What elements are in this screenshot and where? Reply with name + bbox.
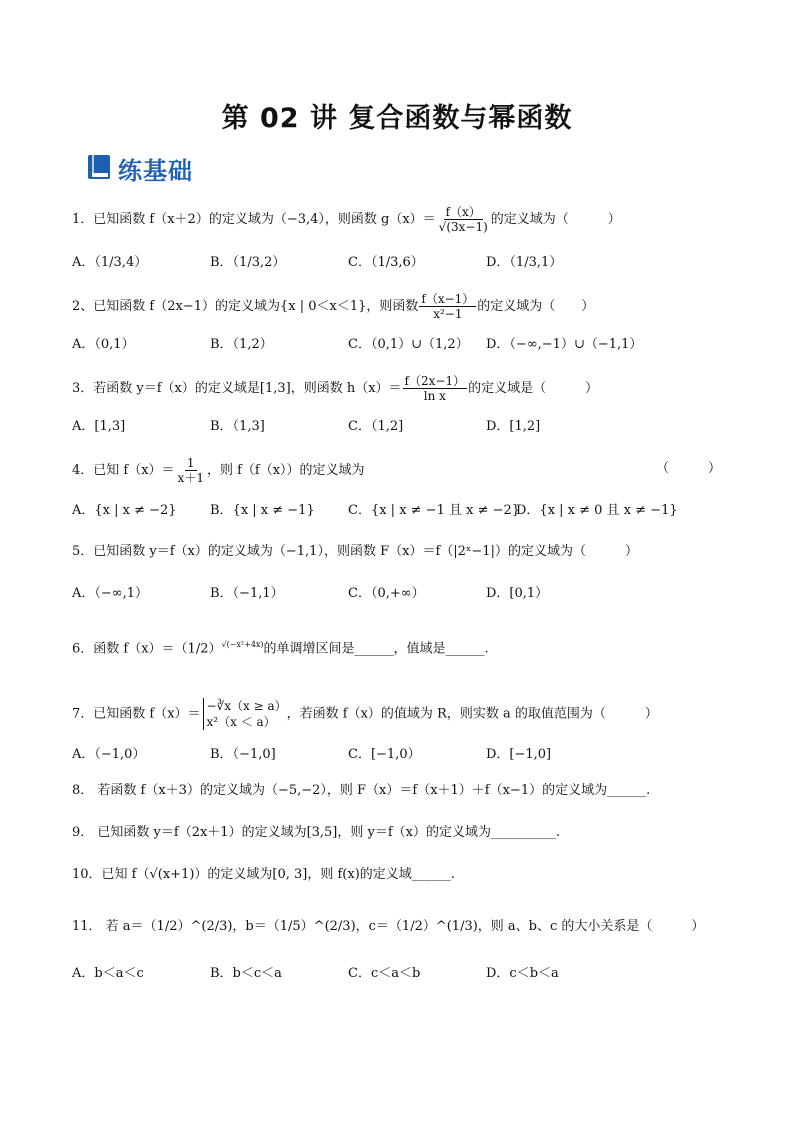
q11-option-d: D．c＜b＜a <box>486 966 559 981</box>
q4-option-a: A．{x | x ≠ −2} <box>72 503 177 518</box>
q1-option-c: C．（1/3,6） <box>348 255 424 270</box>
q4-option-d: D．{x | x ≠ 0 且 x ≠ −1} <box>516 503 678 518</box>
question-7-suffix: ，若函数 f（x）的值域为 R，则实数 a 的取值范围为（ ） <box>286 706 658 722</box>
question-3-fraction: $\frac{f(2x-1)}{\text{ln x}}$ <box>404 374 466 403</box>
question-3 <box>72 374 598 403</box>
q1-option-a: A．（1/3,4） <box>72 255 148 270</box>
question-11: 11． 若 a＝（1/2）^(2/3)，b＝（1/5）^(2/3)，c＝（1/2）^(1/3)，则 a、b、c 的大小关系是（ ） <box>72 919 705 934</box>
q11-option-a: A．b＜a＜c <box>72 966 144 981</box>
q5-option-b: B．（−1,1） <box>210 586 284 601</box>
section-title: 练基础 <box>118 156 193 185</box>
q7-option-c: C．[−1,0） <box>348 747 421 762</box>
q11-option-b: B．b＜c＜a <box>210 966 282 981</box>
question-4 <box>72 456 365 485</box>
question-4-suffix: ，则 f（f（x））的定义域为 <box>206 463 365 478</box>
question-1-stem: 1．已知函数 f（x＋2）的定义域为（−3,4），则函数 g（x）＝ <box>72 212 436 227</box>
question-7-stem: 7．已知函数 f（x）＝ <box>72 706 201 722</box>
question-9: 9． 已知函数 y＝f（2x＋1）的定义域为[3,5]，则 y＝f（x）的定义域为__________. <box>72 825 561 840</box>
question-5: 5．已知函数 y＝f（x）的定义域为（−1,1），则函数 F（x）＝f（|2ˣ−1|）的定义域为（ ） <box>72 544 638 559</box>
question-1-fraction: $\frac{f(x)}{√(3x-1)}$ <box>438 205 488 234</box>
question-3-suffix: 的定义域是（ ） <box>468 381 599 396</box>
q3-option-b: B．（1,3] <box>210 419 265 434</box>
question-2-stem: 2、已知函数 f（2x−1）的定义域为{x | 0＜x＜1}，则函数 <box>72 299 419 314</box>
question-7-piecewise: −∛x（x ≥ a） x²（x ＜ a） <box>203 698 287 730</box>
q7-option-d: D．[−1,0] <box>486 747 552 762</box>
q1-option-d: D．（1/3,1） <box>486 255 563 270</box>
q5-option-d: D．[0,1） <box>486 586 549 601</box>
question-2-fraction: $\frac{f(x-1)}{\text{x²−1}}$ <box>421 292 475 321</box>
question-6-exponent: √(−x²+4x) <box>221 640 264 649</box>
book-icon <box>88 155 112 181</box>
question-6-stem: 6．函数 f（x）＝（1/2） <box>72 641 222 657</box>
q1-option-b: B．（1/3,2） <box>210 255 286 270</box>
q4-option-c: C．{x | x ≠ −1 且 x ≠ −2} <box>348 503 521 518</box>
question-2 <box>72 292 594 321</box>
q3-option-d: D．[1,2] <box>486 419 541 434</box>
q11-option-c: C．c＜a＜b <box>348 966 421 981</box>
q5-option-a: A．（−∞,1） <box>72 586 149 601</box>
question-8: 8． 若函数 f（x＋3）的定义域为（−5,−2），则 F（x）＝f（x＋1）＋f（x−1）的定义域为______. <box>72 783 651 798</box>
page-title: 第 02 讲 复合函数与幂函数 <box>221 103 573 134</box>
question-4-answer-bracket: （ ） <box>656 461 722 476</box>
question-4-stem: 4．已知 f（x）＝ <box>72 463 175 478</box>
q2-option-a: A．（0,1） <box>72 337 135 352</box>
q2-option-d: D．（−∞,−1）∪（−1,1） <box>486 337 643 352</box>
question-6-suffix: 的单调增区间是______，值域是______. <box>263 641 489 657</box>
question-1-suffix: 的定义域为（ ） <box>490 212 621 227</box>
question-10: 10．已知 f（√(x+1)）的定义域为[0, 3]，则 f(x)的定义域______. <box>72 867 455 882</box>
q7-option-b: B．（−1,0] <box>210 747 276 762</box>
q4-option-b: B．{x | x ≠ −1} <box>210 503 315 518</box>
question-3-stem: 3．若函数 y＝f（x）的定义域是[1,3]，则函数 h（x）＝ <box>72 381 402 396</box>
question-4-fraction: $\frac{1}{x+1}$ <box>177 456 204 485</box>
q3-option-c: C．（1,2] <box>348 419 404 434</box>
q5-option-c: C．（0,+∞） <box>348 586 425 601</box>
q7-option-a: A．（−1,0） <box>72 747 146 762</box>
question-7 <box>72 698 658 730</box>
q2-option-b: B．（1,2） <box>210 337 273 352</box>
question-6 <box>72 636 489 658</box>
question-1 <box>72 205 621 234</box>
question-2-suffix: 的定义域为（ ） <box>477 299 595 314</box>
q3-option-a: A．[1,3] <box>72 419 126 434</box>
section-header <box>88 150 193 186</box>
q2-option-c: C．（0,1）∪（1,2） <box>348 337 469 352</box>
